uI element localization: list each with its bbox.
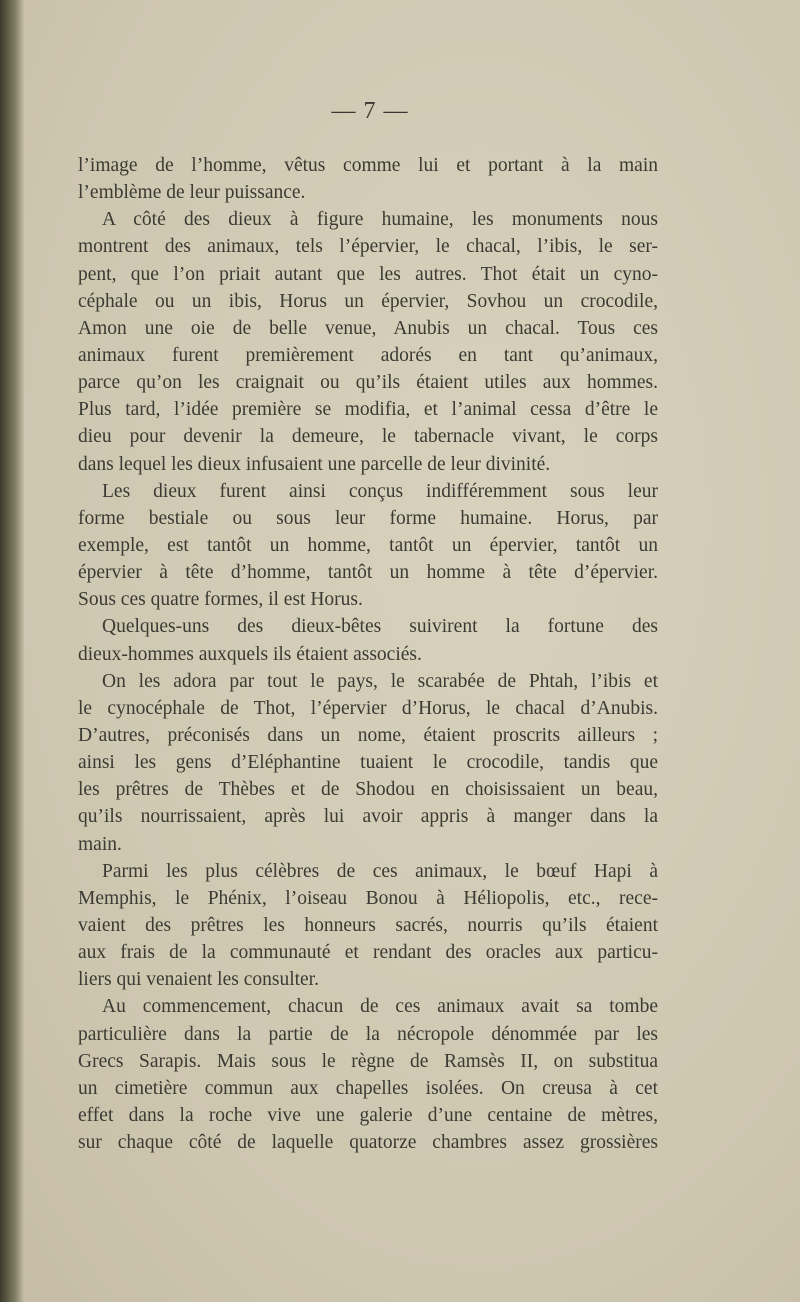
text-line: l’image de l’homme, vêtus comme lui et portant à la main bbox=[78, 155, 658, 176]
text-line: dieux-hommes auxquels ils étaient associés. bbox=[78, 643, 422, 665]
text-line: liers qui venaient les consulter. bbox=[78, 969, 319, 991]
text-line: A côté des dieux à figure humaine, les monuments nous bbox=[102, 209, 658, 231]
text-line: On les adora par tout le pays, le scarabée de Phtah, l’ibis et bbox=[102, 670, 658, 692]
text-line: ainsi les gens d’Eléphantine tuaient le crocodile, tandis que bbox=[78, 752, 658, 774]
text-line: Plus tard, l’idée première se modifia, et l’animal cessa d’être le bbox=[78, 399, 658, 421]
text-line: Grecs Sarapis. Mais sous le règne de Ramsès II, on substitua bbox=[78, 1050, 658, 1072]
text-line: épervier à tête d’homme, tantôt un homme à tête d’épervier. bbox=[78, 562, 658, 584]
text-line: sur chaque côté de laquelle quatorze chambres assez grossières bbox=[78, 1132, 658, 1154]
text-line: particulière dans la partie de la nécropole dénommée par les bbox=[78, 1023, 658, 1045]
text-line: pent, que l’on priait autant que les autres. Thot était un cyno- bbox=[78, 263, 658, 285]
text-line: Sous ces quatre formes, il est Horus. bbox=[78, 589, 363, 611]
text-line: Les dieux furent ainsi conçus indifféremment sous leur bbox=[102, 480, 658, 502]
text-line: montrent des animaux, tels l’épervier, le chacal, l’ibis, le ser- bbox=[78, 236, 658, 258]
text-line: Au commencement, chacun de ces animaux avait sa tombe bbox=[102, 996, 658, 1018]
text-line: forme bestiale ou sous leur forme humaine. Horus, par bbox=[78, 507, 658, 529]
text-line: le cynocéphale de Thot, l’épervier d’Horus, le chacal d’Anubis. bbox=[78, 697, 658, 719]
text-line: Memphis, le Phénix, l’oiseau Bonou à Héliopolis, etc., rece- bbox=[78, 887, 658, 909]
body-text bbox=[78, 152, 658, 1156]
text-line: vaient des prêtres les honneurs sacrés, nourris qu’ils étaient bbox=[78, 914, 658, 936]
text-line: les prêtres de Thèbes et de Shodou en choisissaient un beau, bbox=[78, 779, 658, 801]
text-line: aux frais de la communauté et rendant des oracles aux particu- bbox=[78, 942, 658, 964]
text-line: dans lequel les dieux infusaient une parcelle de leur divinité. bbox=[78, 453, 551, 475]
book-binding-edge bbox=[0, 0, 24, 1302]
text-line: parce qu’on les craignait ou qu’ils étaient utiles aux hommes. bbox=[78, 372, 658, 394]
text-line: Amon une oie de belle venue, Anubis un chacal. Tous ces bbox=[78, 317, 658, 339]
text-line: dieu pour devenir la demeure, le tabernacle vivant, le corps bbox=[78, 426, 658, 448]
text-line: animaux furent premièrement adorés en tant qu’animaux, bbox=[78, 344, 658, 366]
text-line: un cimetière commun aux chapelles isolées. On creusa à cet bbox=[78, 1077, 658, 1099]
text-line: Quelques-uns des dieux-bêtes suivirent la fortune des bbox=[102, 616, 658, 638]
text-line: qu’ils nourrissaient, après lui avoir appris à manger dans la bbox=[78, 806, 658, 828]
text-line: D’autres, préconisés dans un nome, étaient proscrits ailleurs ; bbox=[78, 724, 658, 746]
text-line: main. bbox=[78, 833, 122, 855]
text-line: effet dans la roche vive une galerie d’une centaine de mètres, bbox=[78, 1104, 658, 1126]
text-line: exemple, est tantôt un homme, tantôt un épervier, tantôt un bbox=[78, 534, 658, 556]
text-line: l’emblème de leur puissance. bbox=[78, 182, 306, 204]
text-line: céphale ou un ibis, Horus un épervier, Sovhou un crocodile, bbox=[78, 290, 658, 312]
page-number: — 7 — bbox=[331, 98, 409, 124]
text-line: Parmi les plus célèbres de ces animaux, le bœuf Hapi à bbox=[102, 860, 658, 882]
